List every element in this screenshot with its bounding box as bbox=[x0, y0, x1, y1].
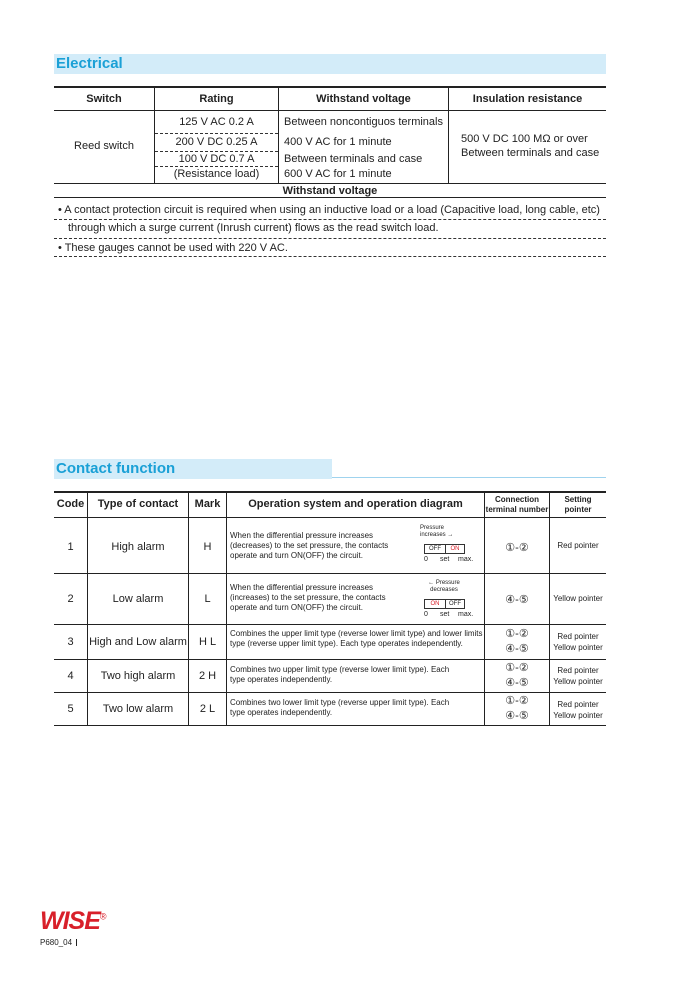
row-pointer: Yellow pointer bbox=[553, 594, 603, 603]
row-description: When the differential pressure increases (decreases) to the set pressure, the contacts operate and turn ON(OFF) the circuit. bbox=[230, 531, 389, 560]
row-mark: 2 H bbox=[198, 670, 217, 682]
row-type: High alarm bbox=[111, 541, 165, 553]
electrical-section-title: Electrical bbox=[54, 54, 606, 74]
row-code: 3 bbox=[67, 636, 74, 648]
note-line: • These gauges cannot be used with 220 V AC. bbox=[58, 242, 288, 254]
scale-set: set bbox=[440, 611, 450, 618]
page-code bbox=[40, 938, 77, 947]
header-mark: Mark bbox=[194, 498, 221, 510]
rating-divider bbox=[155, 166, 278, 167]
row-code: 1 bbox=[67, 541, 74, 553]
col-divider bbox=[226, 493, 227, 725]
scale-max: max. bbox=[458, 556, 474, 563]
rating-value: 200 V DC 0.25 A bbox=[175, 136, 258, 148]
row-mark: H L bbox=[198, 636, 217, 648]
col-divider bbox=[87, 493, 88, 725]
row-rule bbox=[54, 624, 606, 625]
scale-set: set bbox=[440, 556, 450, 563]
row-description: Combines the upper limit type (reverse lower limit type) and lower limits type (reverse upper limit type). Each type operates independently. bbox=[230, 629, 483, 648]
note-divider bbox=[54, 256, 606, 257]
col-divider bbox=[188, 493, 189, 725]
page-code-bar bbox=[76, 939, 77, 946]
header-insulation: Insulation resistance bbox=[472, 93, 583, 105]
title-underline bbox=[332, 477, 606, 478]
page-code-text: P680_04 bbox=[40, 938, 73, 947]
off-box: OFF bbox=[445, 599, 465, 609]
rating-divider bbox=[155, 151, 278, 152]
row-connection: ④-⑤ bbox=[505, 710, 529, 722]
row-rule bbox=[54, 725, 606, 726]
row-mark: 2 L bbox=[199, 703, 216, 715]
scale-zero: 0 bbox=[424, 611, 428, 618]
body-rule bbox=[54, 183, 606, 184]
note-line: • A contact protection circuit is required when using an inductive load or a load (Capacitive load, long cable, etc) bbox=[58, 204, 600, 216]
withstand-value: 400 V AC for 1 minute bbox=[284, 136, 392, 148]
col-divider bbox=[484, 493, 485, 725]
note-line: through which a surge current (Inrush current) flows as the read switch load. bbox=[68, 222, 439, 234]
row-pointer: Red pointer bbox=[557, 666, 599, 675]
on-box: ON bbox=[445, 544, 465, 554]
note-divider bbox=[54, 219, 606, 220]
row-mark: H bbox=[203, 541, 212, 553]
switch-name: Reed switch bbox=[74, 140, 134, 152]
row-code: 5 bbox=[67, 703, 74, 715]
row-type: High and Low alarm bbox=[89, 636, 187, 648]
row-connection: ①-② bbox=[505, 542, 529, 554]
on-box: ON bbox=[424, 599, 446, 609]
table-top-rule bbox=[54, 491, 606, 493]
header-type: Type of contact bbox=[97, 498, 179, 510]
row-pointer: Yellow pointer bbox=[553, 643, 603, 652]
wise-logo bbox=[40, 907, 106, 936]
row-pointer: Red pointer bbox=[557, 632, 599, 641]
row-type: Two high alarm bbox=[100, 670, 176, 682]
row-mark: L bbox=[204, 593, 211, 605]
row-connection: ④-⑤ bbox=[505, 594, 529, 606]
row-rule bbox=[54, 692, 606, 693]
row-code: 2 bbox=[67, 593, 74, 605]
rating-value: 125 V AC 0.2 A bbox=[179, 116, 254, 128]
off-box: OFF bbox=[424, 544, 446, 554]
row-pointer: Yellow pointer bbox=[553, 711, 603, 720]
row-rule bbox=[54, 573, 606, 574]
header-connection: Connection terminal number bbox=[485, 495, 549, 514]
note-divider bbox=[54, 238, 606, 239]
row-code: 4 bbox=[67, 670, 74, 682]
withstand-footer-label: Withstand voltage bbox=[282, 185, 378, 197]
header-rating: Rating bbox=[199, 93, 234, 105]
diagram-arrow-text: Pressure increases → bbox=[420, 525, 454, 538]
row-pointer: Red pointer bbox=[557, 541, 599, 550]
header-switch: Switch bbox=[86, 93, 122, 105]
row-description: Combines two lower limit type (reverse upper limit type). Each type operates independently. bbox=[230, 698, 450, 717]
header-code: Code bbox=[56, 498, 85, 510]
row-rule bbox=[54, 659, 606, 660]
row-pointer: Yellow pointer bbox=[553, 677, 603, 686]
row-connection: ①-② bbox=[505, 662, 529, 674]
row-connection: ④-⑤ bbox=[505, 643, 529, 655]
footer-rule bbox=[54, 197, 606, 198]
header-rule bbox=[54, 517, 606, 518]
logo-text: WISE bbox=[40, 907, 100, 935]
withstand-value: 600 V AC for 1 minute bbox=[284, 168, 392, 180]
row-type: Low alarm bbox=[112, 593, 164, 605]
row-connection: ④-⑤ bbox=[505, 677, 529, 689]
diagram-arrow-text: ← Pressure decreases bbox=[428, 580, 460, 593]
contact-section-title: Contact function bbox=[54, 459, 332, 479]
insulation-value: 500 V DC 100 MΩ or over bbox=[461, 133, 588, 145]
row-description: Combines two upper limit type (reverse lower limit type). Each type operates independently. bbox=[230, 665, 450, 684]
header-pointer: Setting pointer bbox=[564, 495, 592, 514]
withstand-value: Between noncontiguos terminals bbox=[284, 116, 443, 128]
scale-zero: 0 bbox=[424, 556, 428, 563]
rating-divider bbox=[155, 133, 278, 134]
registered-mark: ® bbox=[99, 911, 106, 922]
insulation-value: Between terminals and case bbox=[461, 147, 600, 159]
row-type: Two low alarm bbox=[102, 703, 174, 715]
rating-value: 100 V DC 0.7 A bbox=[178, 153, 255, 165]
row-connection: ①-② bbox=[505, 695, 529, 707]
header-operation: Operation system and operation diagram bbox=[248, 498, 463, 510]
rating-value: (Resistance load) bbox=[173, 168, 260, 180]
header-withstand: Withstand voltage bbox=[316, 93, 411, 105]
scale-max: max. bbox=[458, 611, 474, 618]
table-top-rule bbox=[54, 86, 606, 88]
row-connection: ①-② bbox=[505, 628, 529, 640]
row-description: When the differential pressure increases (increases) to the set pressure, the contacts operate and turn ON(OFF) the circuit. bbox=[230, 583, 386, 612]
withstand-value: Between terminals and case bbox=[284, 153, 423, 165]
col-divider bbox=[549, 493, 550, 725]
header-rule bbox=[54, 110, 606, 111]
row-pointer: Red pointer bbox=[557, 700, 599, 709]
